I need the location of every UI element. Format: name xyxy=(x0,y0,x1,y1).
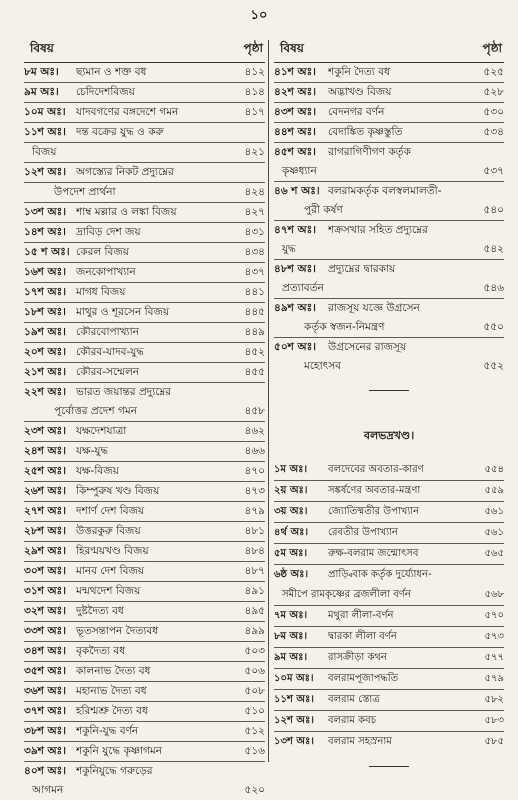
toc-entry xyxy=(274,711,504,732)
toc-entry xyxy=(24,402,265,422)
toc-entry xyxy=(24,422,265,442)
toc-entry xyxy=(274,299,504,318)
entry-title: মাথুর ও শূরসেন বিজয় xyxy=(76,306,170,318)
entry-title: কর্তৃক স্বজন-নিমন্ত্রণ xyxy=(304,321,385,333)
chapter-number: ৪২শ অঃ। xyxy=(274,86,316,98)
toc-entry xyxy=(24,722,265,742)
chapter-number: ১৮শ অঃ। xyxy=(24,306,66,318)
page-ref: ৪৪৯ xyxy=(244,326,265,338)
toc-entry xyxy=(24,383,265,402)
toc-entry xyxy=(24,562,265,582)
entry-title: রাজসূয় যজ্ঞে উগ্রসেন xyxy=(328,302,420,314)
entry-title: পূর্বোত্তর প্রদেশ গমন xyxy=(54,405,137,417)
entry-title: কৌরব-সম্মেলন xyxy=(76,366,140,378)
chapter-number: ১১শ অঃ। xyxy=(274,694,314,705)
chapter-number: ৩য় অঃ। xyxy=(274,506,308,517)
page-ref: ৫৩৭ xyxy=(483,165,504,177)
toc-entry xyxy=(274,103,504,123)
toc-entry xyxy=(24,243,265,263)
toc-entry xyxy=(274,627,504,648)
toc-entry xyxy=(274,279,504,299)
chapter-number: ১২শ অঃ। xyxy=(24,166,66,178)
chapter-number: ৮ম অঃ। xyxy=(24,66,59,78)
toc-entry xyxy=(274,318,504,338)
entry-title: মানব দেশ বিজয় xyxy=(76,565,145,577)
page-ref: ৪২৭ xyxy=(244,206,265,218)
entry-title: রুক্ষ-বলরাম জন্মোৎসব xyxy=(328,548,419,559)
header-page: পৃষ্ঠা xyxy=(243,41,263,55)
chapter-number: ১৩শ অঃ। xyxy=(24,206,66,218)
toc-entry xyxy=(24,442,265,462)
toc-entry xyxy=(24,742,265,762)
page-ref: ৫৪০ xyxy=(483,204,504,216)
entry-title: শক্রসখার সহিত প্রদ্যুম্নের xyxy=(328,224,428,236)
entry-title: অদ্ভাখণ্ড বিজয় xyxy=(328,86,392,98)
toc-entry xyxy=(274,648,504,669)
toc-entry xyxy=(274,565,504,585)
page-ref: ৫৫৯ xyxy=(484,485,504,496)
entry-title: কৌরবোপাখ্যান xyxy=(76,326,139,338)
toc-entry xyxy=(24,363,265,383)
entry-title: প্রদ্যুম্নের দ্বারকায় xyxy=(328,263,396,275)
page-ref: ৫৪৬ xyxy=(483,282,504,294)
toc-entry xyxy=(24,602,265,622)
toc-entry xyxy=(274,221,504,240)
toc-entry xyxy=(24,682,265,702)
entry-title: মহানাভ দৈত্য বধ xyxy=(76,685,147,697)
entry-title: দ্বারকা লীলা বর্ণন xyxy=(328,631,397,642)
toc-left-column xyxy=(24,40,265,800)
section-title: বলভদ্রখণ্ড। xyxy=(363,429,415,442)
chapter-number: ২৩শ অঃ। xyxy=(24,425,66,437)
chapter-number: ২৮শ অঃ। xyxy=(24,525,66,537)
toc-entry xyxy=(274,481,504,502)
entry-title: মহোৎসব xyxy=(304,360,342,372)
toc-entry xyxy=(274,732,504,752)
entry-title: অগস্ত্যের নিকট প্রদ্যুম্নের xyxy=(76,166,174,178)
page-ref: ৪৫৮ xyxy=(244,405,265,417)
entry-title: উগ্রসেনের রাজসূয় xyxy=(328,341,407,353)
entry-title: রাগরাগিণীগণ কর্তৃক xyxy=(328,146,411,158)
page-ref: ৫৩৪ xyxy=(483,126,504,138)
entry-title: শাম্ব মল্লার ও লঙ্কা বিজয় xyxy=(76,206,177,218)
entry-title: সমীপে রামকৃষ্ণের ব্রজলীলা বর্ণন xyxy=(282,589,411,600)
toc-entry xyxy=(24,283,265,303)
chapter-number: ৭ম অঃ। xyxy=(274,610,308,621)
entry-title: হরিশ্মশ্রু দৈত্য বধ xyxy=(76,705,148,717)
toc-entry xyxy=(24,323,265,343)
entry-title: প্রত্যাবর্তন xyxy=(282,282,324,294)
toc-entry xyxy=(274,669,504,690)
page-ref: ৪৪১ xyxy=(244,286,265,298)
chapter-number: ৮ম অঃ। xyxy=(274,631,308,642)
column-divider xyxy=(268,40,269,762)
toc-entry xyxy=(274,240,504,260)
entry-title: বলদেবের অবতার-কারণ xyxy=(328,464,424,475)
toc-header xyxy=(274,40,504,63)
toc-entry xyxy=(24,781,265,800)
page-ref: ৫০৮ xyxy=(244,685,265,697)
page-ref: ৫৪২ xyxy=(483,243,504,255)
chapter-number: ৪১শ অঃ। xyxy=(274,66,316,78)
chapter-number: ১১শ অঃ। xyxy=(24,126,66,138)
chapter-number: ৩৩শ অঃ। xyxy=(24,625,66,637)
toc-entry xyxy=(274,357,504,376)
entry-title: কেরল বিজয় xyxy=(76,246,129,258)
entry-title: বলরাম সহস্রনাম xyxy=(328,736,392,747)
page-ref: ৫২৮ xyxy=(483,86,504,98)
entry-title: বলরামপূজাপদ্ধতি xyxy=(328,673,399,684)
chapter-number: ৪৮শ অঃ। xyxy=(274,263,316,275)
chapter-number: ৫ম অঃ। xyxy=(274,548,308,559)
chapter-number: ২৫শ অঃ। xyxy=(24,465,66,477)
toc-entry xyxy=(24,662,265,682)
toc-section-entries xyxy=(274,460,504,752)
entry-title: আগমন xyxy=(32,784,64,796)
page-ref: ৪৬৬ xyxy=(244,445,265,457)
toc-entry xyxy=(274,123,504,143)
toc-right-column xyxy=(274,40,504,781)
chapter-number: ২৭শ অঃ। xyxy=(24,505,66,517)
entry-title: বলরাম স্তোত্র xyxy=(328,694,380,705)
chapter-number: ২০শ অঃ। xyxy=(24,346,66,358)
page-ref: ৫৬৫ xyxy=(484,548,504,559)
page-ref: ৫০৩ xyxy=(244,645,265,657)
entry-title: চেদিদেশবিজয় xyxy=(76,86,135,98)
toc-entry xyxy=(274,162,504,182)
section-rule xyxy=(369,390,409,391)
toc-entry xyxy=(24,343,265,363)
page-ref: ৫৮৩ xyxy=(484,715,504,726)
toc-entry xyxy=(24,522,265,542)
page-ref: ৫১৬ xyxy=(244,745,265,757)
page-ref: ৪৩৪ xyxy=(244,246,265,258)
chapter-number: ২৯শ অঃ। xyxy=(24,545,66,557)
end-rule xyxy=(369,766,409,767)
toc-entry xyxy=(274,338,504,357)
toc-entry xyxy=(274,544,504,565)
chapter-number: ১৪শ অঃ। xyxy=(24,226,66,238)
toc-entry xyxy=(24,203,265,223)
chapter-number: ২২শ অঃ। xyxy=(24,386,66,398)
chapter-number: ৪০শ অঃ। xyxy=(24,765,66,777)
chapter-number: ৪৫শ অঃ। xyxy=(274,146,316,158)
chapter-number: ১৩শ অঃ। xyxy=(274,736,314,747)
page-ref: ৫৭৭ xyxy=(484,652,504,663)
page-ref: ৪১৪ xyxy=(244,86,265,98)
chapter-number: ৪র্থ অঃ। xyxy=(274,527,309,538)
toc-entry xyxy=(274,460,504,481)
toc-entry xyxy=(274,201,504,221)
entry-title: মন্মথদেশ বিজয় xyxy=(76,585,141,597)
page-ref: ৫৭৯ xyxy=(484,673,504,684)
chapter-number: ১৯শ অঃ। xyxy=(24,326,66,338)
entry-title: কৃষ্ণধ্যান xyxy=(282,165,317,177)
toc-entry xyxy=(24,462,265,482)
entry-title: বলরামকর্তৃক বলস্বলমালতী- xyxy=(328,185,442,197)
entry-title: যক্ষ-বিজয় xyxy=(76,465,119,477)
toc-entry xyxy=(274,690,504,711)
page-ref: ৫২০ xyxy=(244,784,265,796)
page-ref: ৫৮৫ xyxy=(484,736,504,747)
entry-title: মথুরা লীলা-বর্ণন xyxy=(328,610,394,621)
entry-title: দশার্ণ দেশ বিজয় xyxy=(76,505,145,517)
toc-entry xyxy=(24,622,265,642)
entry-title: যক্ষদেশযাত্রা xyxy=(76,425,127,437)
chapter-number: ৩২শ অঃ। xyxy=(24,605,66,617)
page-ref: ৪৮১ xyxy=(244,525,265,537)
entry-title: দ্রাবিড় দেশ জয় xyxy=(76,226,141,238)
header-subject: বিষয় xyxy=(30,41,54,55)
page-number: ১০ xyxy=(250,8,268,23)
page-ref: ৪২৪ xyxy=(244,186,265,198)
page-ref: ৪১৭ xyxy=(244,106,265,118)
page-ref: ৫০৬ xyxy=(244,665,265,677)
entry-title: বেদনগর বর্ণন xyxy=(328,106,385,118)
toc-entry xyxy=(24,642,265,662)
chapter-number: ৫০শ অঃ। xyxy=(274,341,316,353)
page-ref: ৫৫০ xyxy=(483,321,504,333)
page-ref: ৫৮২ xyxy=(484,694,504,705)
chapter-number: ২য় অঃ। xyxy=(274,485,308,496)
entry-title: বৃকদৈত্য বধ xyxy=(76,645,126,657)
chapter-number: ৯ম অঃ। xyxy=(24,86,59,98)
chapter-number: ১০ম অঃ। xyxy=(274,673,314,684)
chapter-number: ৩৬শ অঃ। xyxy=(24,685,66,697)
entry-title: উপদেশ প্রার্থনা xyxy=(54,186,116,198)
chapter-number: ১৬শ অঃ। xyxy=(24,266,66,278)
page-ref: ৪৪৫ xyxy=(244,306,265,318)
chapter-number: ৪৪শ অঃ। xyxy=(274,126,316,138)
toc-entry xyxy=(274,585,504,606)
entry-title: হিরণ্ময়খণ্ড বিজয় xyxy=(76,545,149,557)
toc-entry xyxy=(24,103,265,123)
chapter-number: ৩৫শ অঃ। xyxy=(24,665,66,677)
toc-entry xyxy=(274,260,504,279)
toc-entry xyxy=(24,762,265,781)
entry-title: দুষ্টদৈত্য বধ xyxy=(76,605,124,617)
toc-entry xyxy=(24,183,265,203)
entry-title: বেদাঙ্কিত কৃষ্ণস্তুতি xyxy=(328,126,403,138)
page-ref: ৫৩০ xyxy=(483,106,504,118)
chapter-number: ২৬শ অঃ। xyxy=(24,485,66,497)
chapter-number: ৪৭শ অঃ। xyxy=(274,224,316,236)
toc-entry xyxy=(24,223,265,243)
toc-entry xyxy=(274,182,504,201)
toc-entry xyxy=(24,63,265,83)
entry-title: যাদবগণের বঙ্গদেশে গমন xyxy=(76,106,179,118)
page-ref: ৫৬৮ xyxy=(484,589,504,600)
page-ref: ৫৫২ xyxy=(483,360,504,372)
page-ref: ৪৫২ xyxy=(244,346,265,358)
entry-title: ভূতসন্তাপন দৈত্যবধ xyxy=(76,625,159,637)
entry-title: বিজয় xyxy=(32,146,57,158)
entry-title: জনকোপাখ্যান xyxy=(76,266,136,278)
toc-entry xyxy=(24,303,265,323)
entry-title: কালনাভ দৈত্য বধ xyxy=(76,665,151,677)
page-ref: ৪৩১ xyxy=(244,226,265,238)
chapter-number: ৯ম অঃ। xyxy=(274,652,308,663)
entry-title: বলরাম কবচ xyxy=(328,715,377,726)
toc-entry xyxy=(274,523,504,544)
chapter-number: ৩১শ অঃ। xyxy=(24,585,66,597)
chapter-number: ৪৩শ অঃ। xyxy=(274,106,316,118)
entry-title: কৌরব-যাদব-যুদ্ধ xyxy=(76,346,145,358)
toc-right-entries xyxy=(274,63,504,376)
toc-entry xyxy=(274,606,504,627)
chapter-number: ৪৬ শ অঃ। xyxy=(274,185,320,197)
page-ref: ৪৬২ xyxy=(244,425,265,437)
toc-left-entries xyxy=(24,63,265,800)
entry-title: ভারত জয়ান্তর প্রদ্যুম্নের xyxy=(76,386,172,398)
toc-entry xyxy=(274,502,504,523)
page-ref: ৪৭৩ xyxy=(244,485,265,497)
chapter-number: ২১শ অঃ। xyxy=(24,366,66,378)
toc-entry xyxy=(24,163,265,183)
page-ref: ৪৯৫ xyxy=(244,605,265,617)
entry-title: উত্তরকুরু বিজয় xyxy=(76,525,141,537)
page-ref: ৪২১ xyxy=(244,146,265,158)
toc-entry xyxy=(24,263,265,283)
toc-entry xyxy=(24,582,265,602)
entry-title: পুরী কর্ষণ xyxy=(304,204,343,216)
toc-entry xyxy=(24,542,265,562)
page-ref: ৫৬১ xyxy=(484,506,504,517)
chapter-number: ৩৯শ অঃ। xyxy=(24,745,66,757)
chapter-number: ৪৯শ অঃ। xyxy=(274,302,316,314)
page-ref: ৪৭৯ xyxy=(244,505,265,517)
chapter-number: ১৭শ অঃ। xyxy=(24,286,66,298)
toc-entry xyxy=(24,502,265,522)
page-ref: ৫২৫ xyxy=(483,66,504,78)
entry-title: দন্ত বক্রের যুদ্ধ ও করু xyxy=(76,126,164,138)
page-ref: ৪১২ xyxy=(244,66,265,78)
toc-entry xyxy=(274,143,504,162)
toc-entry xyxy=(24,83,265,103)
page-ref: ৪৭০ xyxy=(244,465,265,477)
entry-title: কিম্পুরুষ খণ্ড বিজয় xyxy=(76,485,160,497)
chapter-number: ১২শ অঃ। xyxy=(274,715,314,726)
page-ref: ৪৮৪ xyxy=(244,545,265,557)
toc-header xyxy=(24,40,265,63)
page-ref: ৫৬১ xyxy=(484,527,504,538)
page-ref: ৪৮৭ xyxy=(244,565,265,577)
page-ref: ৫১০ xyxy=(244,705,265,717)
entry-title: রেবতীর উপাখ্যান xyxy=(328,527,398,538)
entry-title: শকুনি যুদ্ধে কৃষ্ণাগমন xyxy=(76,745,162,757)
page-ref: ৫৭০ xyxy=(484,610,504,621)
chapter-number: ১০ম অঃ। xyxy=(24,106,66,118)
chapter-number: ২৪শ অঃ। xyxy=(24,445,66,457)
page-ref: ৪৯১ xyxy=(244,585,265,597)
header-subject: বিষয় xyxy=(280,41,304,55)
chapter-number: ৩০শ অঃ। xyxy=(24,565,66,577)
page-ref: ৪৫৫ xyxy=(244,366,265,378)
toc-entry xyxy=(24,482,265,502)
entry-title: রাসক্রীড়া কথন xyxy=(328,652,387,663)
chapter-number: ৩৪শ অঃ। xyxy=(24,645,66,657)
chapter-number: ৬ষ্ঠ অঃ। xyxy=(274,569,309,580)
entry-title: সঙ্কর্ষণের অবতার-মন্ত্রণা xyxy=(328,485,421,496)
toc-entry xyxy=(24,702,265,722)
entry-title: ছ্যমান ও শক্ত বধ xyxy=(76,66,147,78)
header-page: পৃষ্ঠা xyxy=(482,41,502,55)
entry-title: প্রাড়্বিবাক কর্তৃক দুর্য্যোধন- xyxy=(328,569,432,580)
toc-entry xyxy=(24,123,265,143)
toc-entry xyxy=(274,63,504,83)
entry-title: মাগধ বিজয় xyxy=(76,286,126,298)
toc-entry xyxy=(24,143,265,163)
page-ref: ৫৫৪ xyxy=(484,464,504,475)
page-ref: ৪৩৭ xyxy=(244,266,265,278)
page-ref: ৪৯৯ xyxy=(244,625,265,637)
entry-title: শকুনিযুদ্ধে গরুড়ের xyxy=(76,765,153,777)
chapter-number: ৩৭শ অঃ। xyxy=(24,705,66,717)
entry-title: জ্যোতিষ্মতীর উপাখ্যান xyxy=(328,506,420,517)
chapter-number: ১ম অঃ। xyxy=(274,464,308,475)
page-ref: ৫১২ xyxy=(244,725,265,737)
toc-entry xyxy=(274,83,504,103)
page-ref: ৫৭৩ xyxy=(484,631,504,642)
entry-title: যক্ষ-যুদ্ধ xyxy=(76,445,109,457)
entry-title: শকুনি-যুদ্ধ বর্ণন xyxy=(76,725,139,737)
chapter-number: ৩৮শ অঃ। xyxy=(24,725,66,737)
entry-title: শকুনি দৈত্য বধ xyxy=(328,66,390,78)
chapter-number: ১৫ শ অঃ। xyxy=(24,246,70,258)
entry-title: যুদ্ধ xyxy=(282,243,296,255)
